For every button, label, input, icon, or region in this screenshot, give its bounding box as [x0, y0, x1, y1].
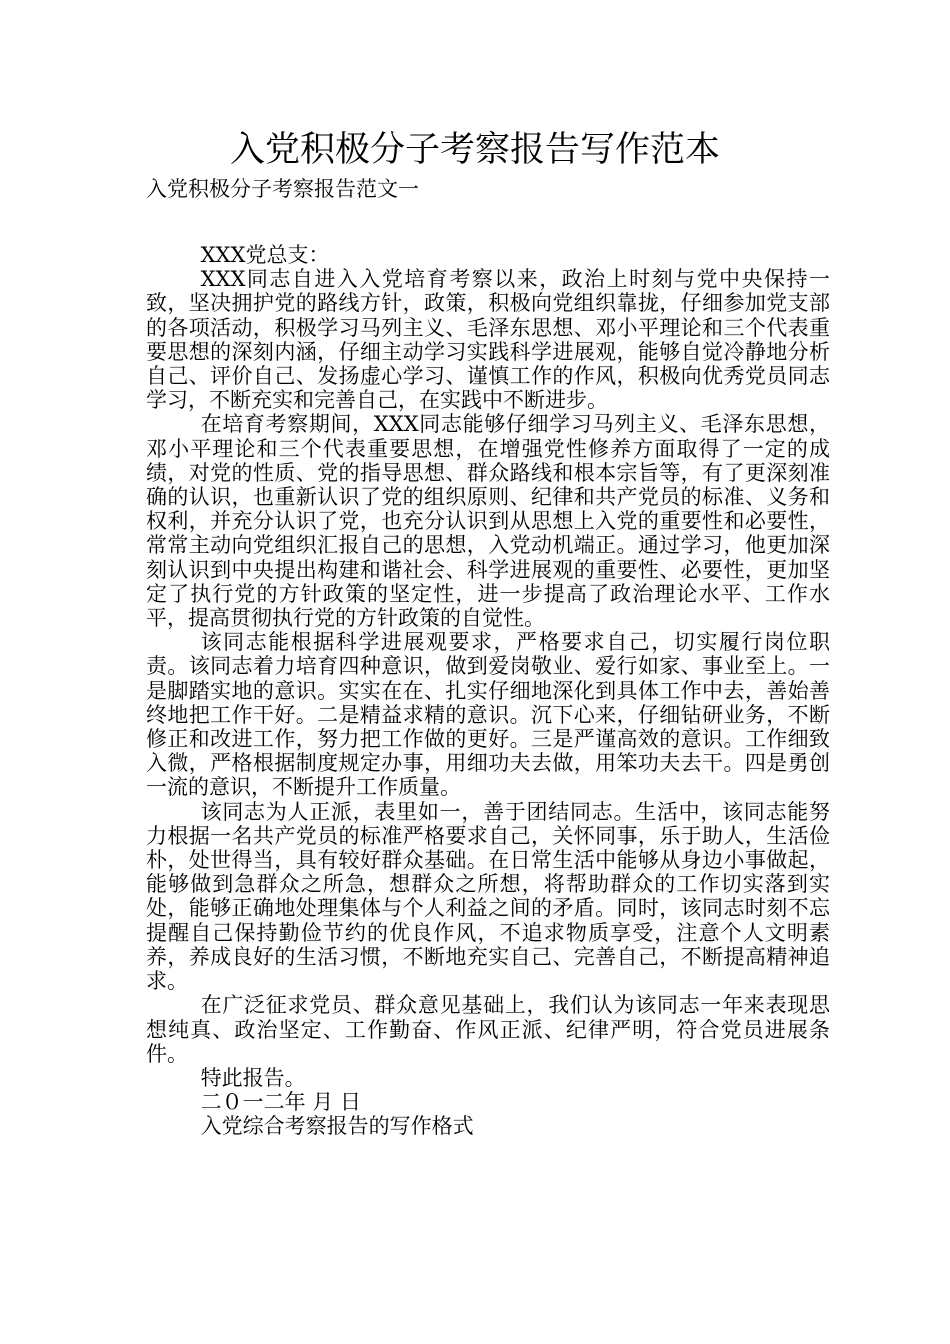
- document-subtitle: 入党积极分子考察报告范文一: [146, 177, 419, 201]
- closing-line: 特此报告。: [200, 1065, 306, 1090]
- paragraph-4: 该同志为人正派，表里如一，善于团结同志。生活中，该同志能努力根据一名共产党员的标准严格要求自己，关怀同事，乐于助人，生活俭朴，处世得当，具有较好群众基础。在日常生活中能够从身边小事做起，能够做到急群众之所急，想群众之所想，将帮助群众的工作切实落到实处，能够正确地处理集体与个人利益之间的矛盾。同时，该同志时刻不忘提醒自己保持勤俭节约的优良作风，不追求物质享受，注意个人文明素养，养成良好的生活习惯，不断地充实自己、完善自己，不断提高精神追求。: [146, 799, 830, 994]
- paragraph-1: XXX同志自进入入党培育考察以来，政治上时刻与党中央保持一致，坚决拥护党的路线方针，政策，积极向党组织靠拢，仔细参加党支部的各项活动，积极学习马列主义、毛泽东思想、邓小平理论和三个代表重要思想的深刻内涵，仔细主动学习实践科学进展观，能够自觉冷静地分析自己、评价自己、发扬虚心学习、谨慎工作的作风，积极向优秀党员同志学习，不断充实和完善自己，在实践中不断进步。: [146, 267, 830, 413]
- salutation: XXX党总支：: [200, 243, 330, 267]
- next-section-heading: 入党综合考察报告的写作格式: [200, 1114, 474, 1139]
- paragraph-5: 在广泛征求党员、群众意见基础上，我们认为该同志一年来表现思想纯真、政治坚定、工作勤奋、作风正派、纪律严明，符合党员进展条件。: [146, 993, 830, 1066]
- document-title: 入党积极分子考察报告写作范本: [229, 130, 720, 170]
- document-body: [146, 243, 830, 1139]
- paragraph-2: 在培育考察期间，XXX同志能够仔细学习马列主义、毛泽东思想，邓小平理论和三个代表重要思想，在增强党性修养方面取得了一定的成绩，对党的性质、党的指导思想、群众路线和根本宗旨等，有了更深刻准确的认识，也重新认识了党的组织原则、纪律和共产党员的标准、义务和权利，并充分认识了党，也充分认识到从思想上入党的重要性和必要性，常常主动向党组织汇报自己的思想，入党动机端正。通过学习，他更加深刻认识到中央提出构建和谐社会、科学进展观的重要性、必要性，更加坚定了执行党的方针政策的坚定性，进一步提高了政治理论水平、工作水平，提高贯彻执行党的方针政策的自觉性。: [146, 412, 830, 631]
- date-line: 二０一二年 月 日: [200, 1090, 361, 1115]
- paragraph-3: 该同志能根据科学进展观要求，严格要求自己，切实履行岗位职责。该同志着力培育四种意识，做到爱岗敬业、爱行如家、事业至上。一是脚踏实地的意识。实实在在、扎实仔细地深化到具体工作中去，善始善终地把工作干好。二是精益求精的意识。沉下心来，仔细钻研业务，不断修正和改进工作，努力把工作做的更好。三是严谨高效的意识。工作细致入微，严格根据制度规定办事，用细功夫去做，用笨功夫去干。四是勇创一流的意识，不断提升工作质量。: [146, 630, 830, 800]
